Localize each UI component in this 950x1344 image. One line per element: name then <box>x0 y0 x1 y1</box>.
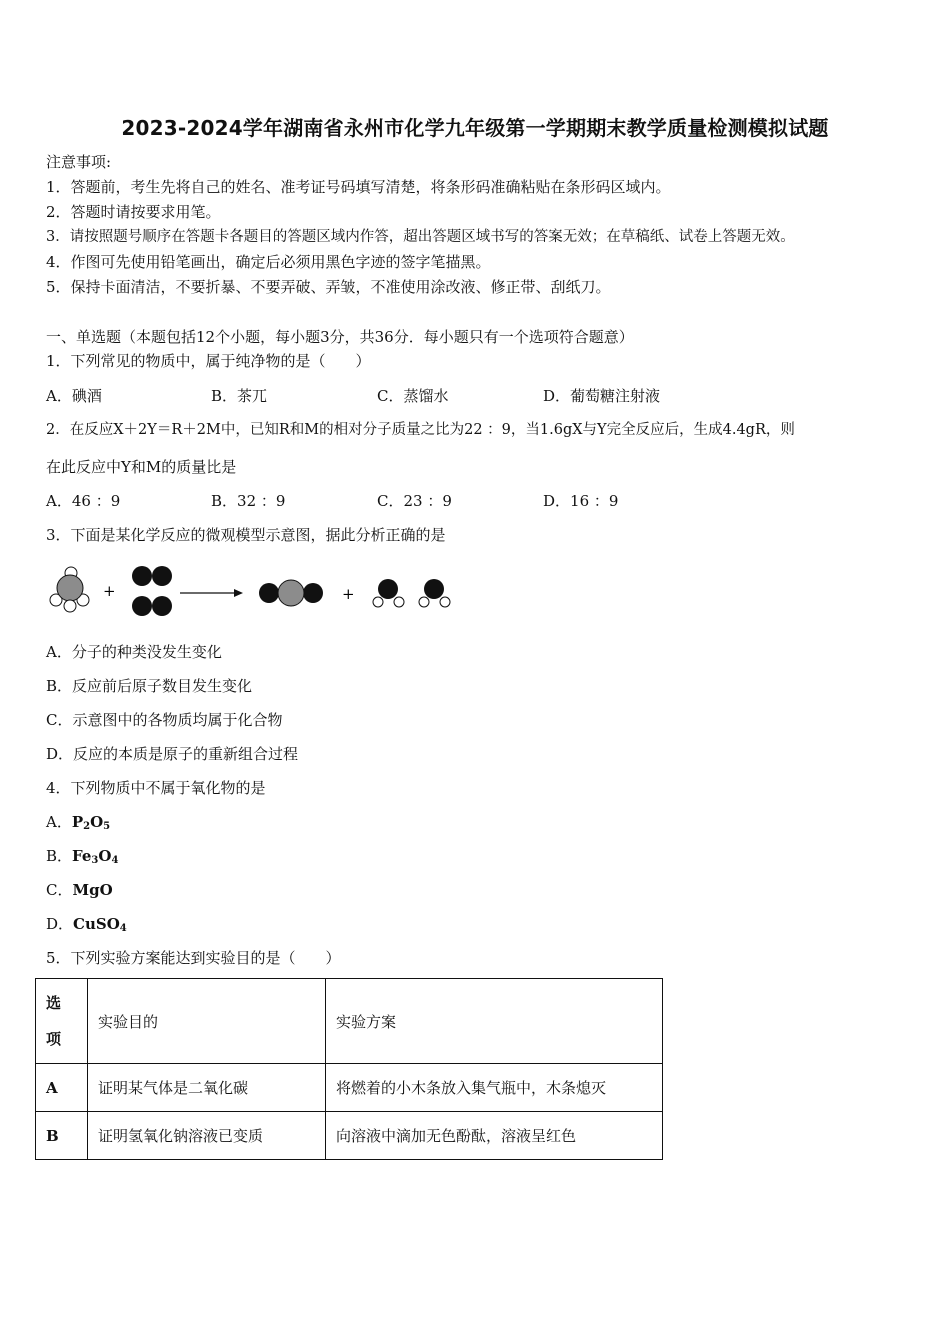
formula-part: P <box>71 813 84 831</box>
white-atom <box>440 597 450 607</box>
notice-item: 1．答题前，考生先将自己的姓名、准考证号码填写清楚，将条形码准确粘贴在条形码区域内。 <box>46 178 671 196</box>
table-cell: 证明某气体是二氧化碳 <box>88 1064 326 1112</box>
table-cell: A <box>36 1064 88 1112</box>
q2-option-b: B．32 ：9 <box>211 492 286 510</box>
q4-option-c <box>46 880 113 900</box>
q4-option-prefix: B． <box>46 847 73 865</box>
gray-atom <box>57 575 83 601</box>
q4-option-prefix: A． <box>46 813 72 831</box>
notice-item: 5．保持卡面清洁，不要折暴、不要弄破、弄皱，不准使用涂改液、修正带、刮纸刀。 <box>46 278 611 296</box>
q4-option-prefix: D． <box>46 915 74 933</box>
header-text: 项 <box>46 1030 62 1048</box>
notice-item: 2．答题时请按要求用笔。 <box>46 203 221 221</box>
white-atom <box>394 597 404 607</box>
header-cell-purpose: 实验目的 <box>88 979 326 1064</box>
black-atom <box>152 566 172 586</box>
table-cell: 将燃着的小木条放入集气瓶中，木条熄灭 <box>326 1064 663 1112</box>
table-row <box>36 1064 663 1112</box>
q1-option-c: C．蒸馏水 <box>377 387 449 405</box>
notice-item: 3．请按照题号顺序在答题卡各题目的答题区域内作答，超出答题区域书写的答案无效；在草稿纸、试卷上答题无效。 <box>46 229 795 245</box>
table-cell: 向溶液中滴加无色酚酞，溶液呈红色 <box>326 1112 663 1160</box>
q4-option-d <box>46 914 127 939</box>
header-cell-option <box>36 979 88 1064</box>
section-heading: 一、单选题（本题包括12个小题，每小题3分，共36分．每小题只有一个选项符合题意） <box>46 328 634 346</box>
formula-part: O <box>90 813 104 831</box>
notice-item: 4．作图可先使用铅笔画出，确定后必须用黑色字迹的签字笔描黑。 <box>46 253 491 271</box>
q1-stem: 1．下列常见的物质中，属于纯净物的是（ ） <box>46 352 371 370</box>
q2-option-c: C．23 ：9 <box>377 492 452 510</box>
formula-part: O <box>98 847 112 865</box>
q2-option-d: D．16 ：9 <box>543 492 619 510</box>
formula-part: MgO <box>72 881 113 899</box>
reaction-model-diagram <box>40 560 470 622</box>
q1-option-a: A．碘酒 <box>46 387 102 405</box>
reactant-molecule-2 <box>132 566 172 616</box>
formula-part: CuSO <box>73 915 120 933</box>
q3-option-c: C．示意图中的各物质均属于化合物 <box>46 711 283 729</box>
formula-subscript: 4 <box>111 855 119 866</box>
q4-stem: 4．下列物质中不属于氧化物的是 <box>46 779 266 797</box>
header-text: 选 <box>46 994 62 1012</box>
q3-option-b: B．反应前后原子数目发生变化 <box>46 677 253 695</box>
black-atom <box>259 583 279 603</box>
reaction-arrow <box>180 589 243 597</box>
black-atom <box>424 579 444 599</box>
formula-subscript: 2 <box>83 821 91 832</box>
formula-subscript: 3 <box>91 855 99 866</box>
formula-subscript: 4 <box>119 923 127 934</box>
formula-subscript: 5 <box>103 821 111 832</box>
q4-option-a <box>46 812 110 837</box>
table-header-row <box>36 979 663 1064</box>
experiment-table <box>35 978 663 1160</box>
white-atom <box>419 597 429 607</box>
q4-option-prefix: C． <box>46 881 73 899</box>
product-molecule-1 <box>259 580 323 606</box>
reactant-molecule-1 <box>50 567 89 612</box>
q2-stem-line2: 在此反应中Y和M的质量比是 <box>46 458 237 476</box>
black-atom <box>132 596 152 616</box>
page-title: 2023-2024学年湖南省永州市化学九年级第一学期期末教学质量检测模拟试题 <box>121 116 829 140</box>
plus-sign: + <box>342 585 355 603</box>
black-atom <box>303 583 323 603</box>
header-cell-plan: 实验方案 <box>326 979 663 1064</box>
table-row <box>36 1112 663 1160</box>
table-cell: 证明氢氧化钠溶液已变质 <box>88 1112 326 1160</box>
q3-stem: 3．下面是某化学反应的微观模型示意图，据此分析正确的是 <box>46 526 446 544</box>
q3-option-d: D．反应的本质是原子的重新组合过程 <box>46 745 299 763</box>
white-atom <box>64 600 76 612</box>
black-atom <box>152 596 172 616</box>
q1-option-b: B．茶兀 <box>211 387 268 405</box>
q1-option-d: D．葡萄糖注射液 <box>543 387 661 405</box>
q3-option-a: A．分子的种类没发生变化 <box>46 643 222 661</box>
black-atom <box>378 579 398 599</box>
white-atom <box>373 597 383 607</box>
table-cell: B <box>36 1112 88 1160</box>
q2-option-a: A．46 ：9 <box>46 492 121 510</box>
notice-heading: 注意事项: <box>46 153 112 171</box>
gray-atom <box>278 580 304 606</box>
formula-part: Fe <box>72 847 92 865</box>
plus-sign: + <box>103 582 116 600</box>
black-atom <box>132 566 152 586</box>
q2-stem-line1: 2．在反应X＋2Y＝R＋2M中，已知R和M的相对分子质量之比为22 ：9，当1.6gX与Y完全反应后，生成4.4gR，则 <box>46 422 795 438</box>
product-molecule-2 <box>373 579 450 607</box>
q5-stem: 5．下列实验方案能达到实验目的是（ ） <box>46 949 341 967</box>
q4-option-b <box>46 846 118 871</box>
